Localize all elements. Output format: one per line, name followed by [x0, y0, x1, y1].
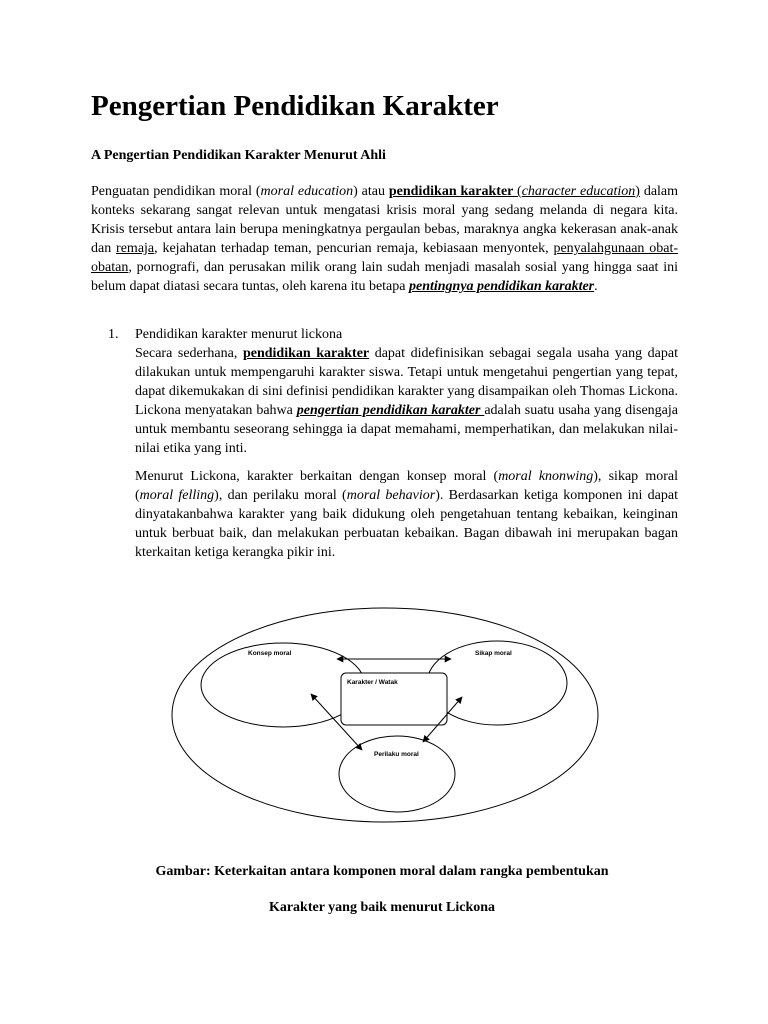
text-run: adalah suatu usaha yang disengaja untuk membantu seseorang sehingga ia dapat memahami, memperhatikan, dan melakukan nilai-nilai etika yang inti.: [135, 403, 678, 456]
karakter-watak-label: Karakter / Watak: [347, 679, 398, 686]
text-run-italic: moral education: [260, 184, 354, 199]
link-pengertian-pendidikan-karakter[interactable]: pengertian pendidikan karakter: [296, 403, 485, 418]
list-item-paragraph-1: [135, 344, 678, 458]
text-run: Penguatan pendidikan moral (: [91, 184, 261, 199]
list-item-paragraph-2: [135, 467, 678, 562]
text-run-italic: moral behavior: [346, 488, 436, 503]
figure-caption-line-2: Karakter yang baik menurut Lickona: [268, 900, 496, 915]
link-pendidikan-karakter[interactable]: pendidikan karakter: [388, 184, 518, 199]
figure-caption-line-1: Gambar: Keterkaitan antara komponen moral dalam rangka pembentukan: [155, 864, 609, 879]
text-run: ), sikap moral (: [135, 469, 678, 503]
link-remaja[interactable]: remaja: [116, 241, 155, 257]
text-run-italic: moral felling: [139, 488, 215, 503]
text-run: .: [594, 279, 598, 295]
text-run-italic: character education: [521, 184, 636, 199]
text-run: , pornografi, dan perusakan milik orang lain sudah menjadi masalah sosial yang hingga saat ini belum dapat diatasi secara tuntas, oleh karena itu betapa: [91, 260, 678, 295]
text-run: dapat didefinisikan sebagai segala usaha yang dapat dilakukan untuk mempengaruhi karakter siswa. Tetapi untuk mengetahui pengertian yang tepat, dapat dikemukakan di sini definisi pendidikan karakter yang disampaikan oleh Thomas Lickona. Lickona menyatakan bahwa: [135, 346, 678, 418]
text-run: Secara sederhana,: [135, 346, 243, 361]
section-subtitle: A Pengertian Pendidikan Karakter Menurut Ahli: [91, 148, 386, 163]
text-run: (: [517, 184, 522, 199]
link-character-education[interactable]: [517, 184, 640, 199]
text-run: ), dan perilaku moral (: [214, 488, 347, 503]
page-title: Pengertian Pendidikan Karakter: [91, 90, 499, 122]
text-run: dalam konteks sekarang sangat relevan untuk mengatasi krisis moral yang sedang melanda di negara kita. Krisis tersebut antara lain berupa meningkatnya pergaulan bebas, maraknya angka kekerasan anak-anak dan: [91, 184, 679, 257]
text-run: ) atau: [353, 184, 389, 199]
perilaku-moral-node: [339, 736, 455, 812]
list-item-title: Pendidikan karakter menurut lickona: [135, 327, 343, 342]
text-run: , kejahatan terhadap teman, pencurian remaja, kebiasaan menyontek,: [154, 241, 554, 257]
moral-component-diagram: [170, 600, 600, 830]
list-number: 1.: [108, 327, 119, 342]
text-run: Menurut Lickona, karakter berkaitan dengan konsep moral (: [135, 469, 499, 484]
perilaku-moral-label: Perilaku moral: [374, 751, 419, 758]
text-run: ): [635, 184, 640, 199]
sikap-moral-label: Sikap moral: [475, 650, 512, 657]
link-pendidikan-karakter-2[interactable]: pendidikan karakter: [242, 346, 370, 361]
link-pentingnya-pendidikan-karakter[interactable]: pentingnya pendidikan karakter: [408, 279, 595, 295]
text-run: ). Berdasarkan ketiga komponen ini dapat dinyatakanbahwa karakter yang baik didukung oleh pengetahuan tentang kebaikan, keinginan untuk berbuat baik, dan melakukan perbuatan kebaikan. Bagan dibawah ini merupakan bagan kterkaitan ketiga kerangka pikir ini.: [135, 488, 678, 560]
link-penyalahgunaan-obat[interactable]: penyalahgunaan obat-obatan: [91, 241, 679, 276]
text-run-italic: moral knonwing: [498, 469, 594, 484]
konsep-moral-label: Konsep moral: [248, 650, 292, 657]
intro-paragraph: [91, 182, 678, 297]
